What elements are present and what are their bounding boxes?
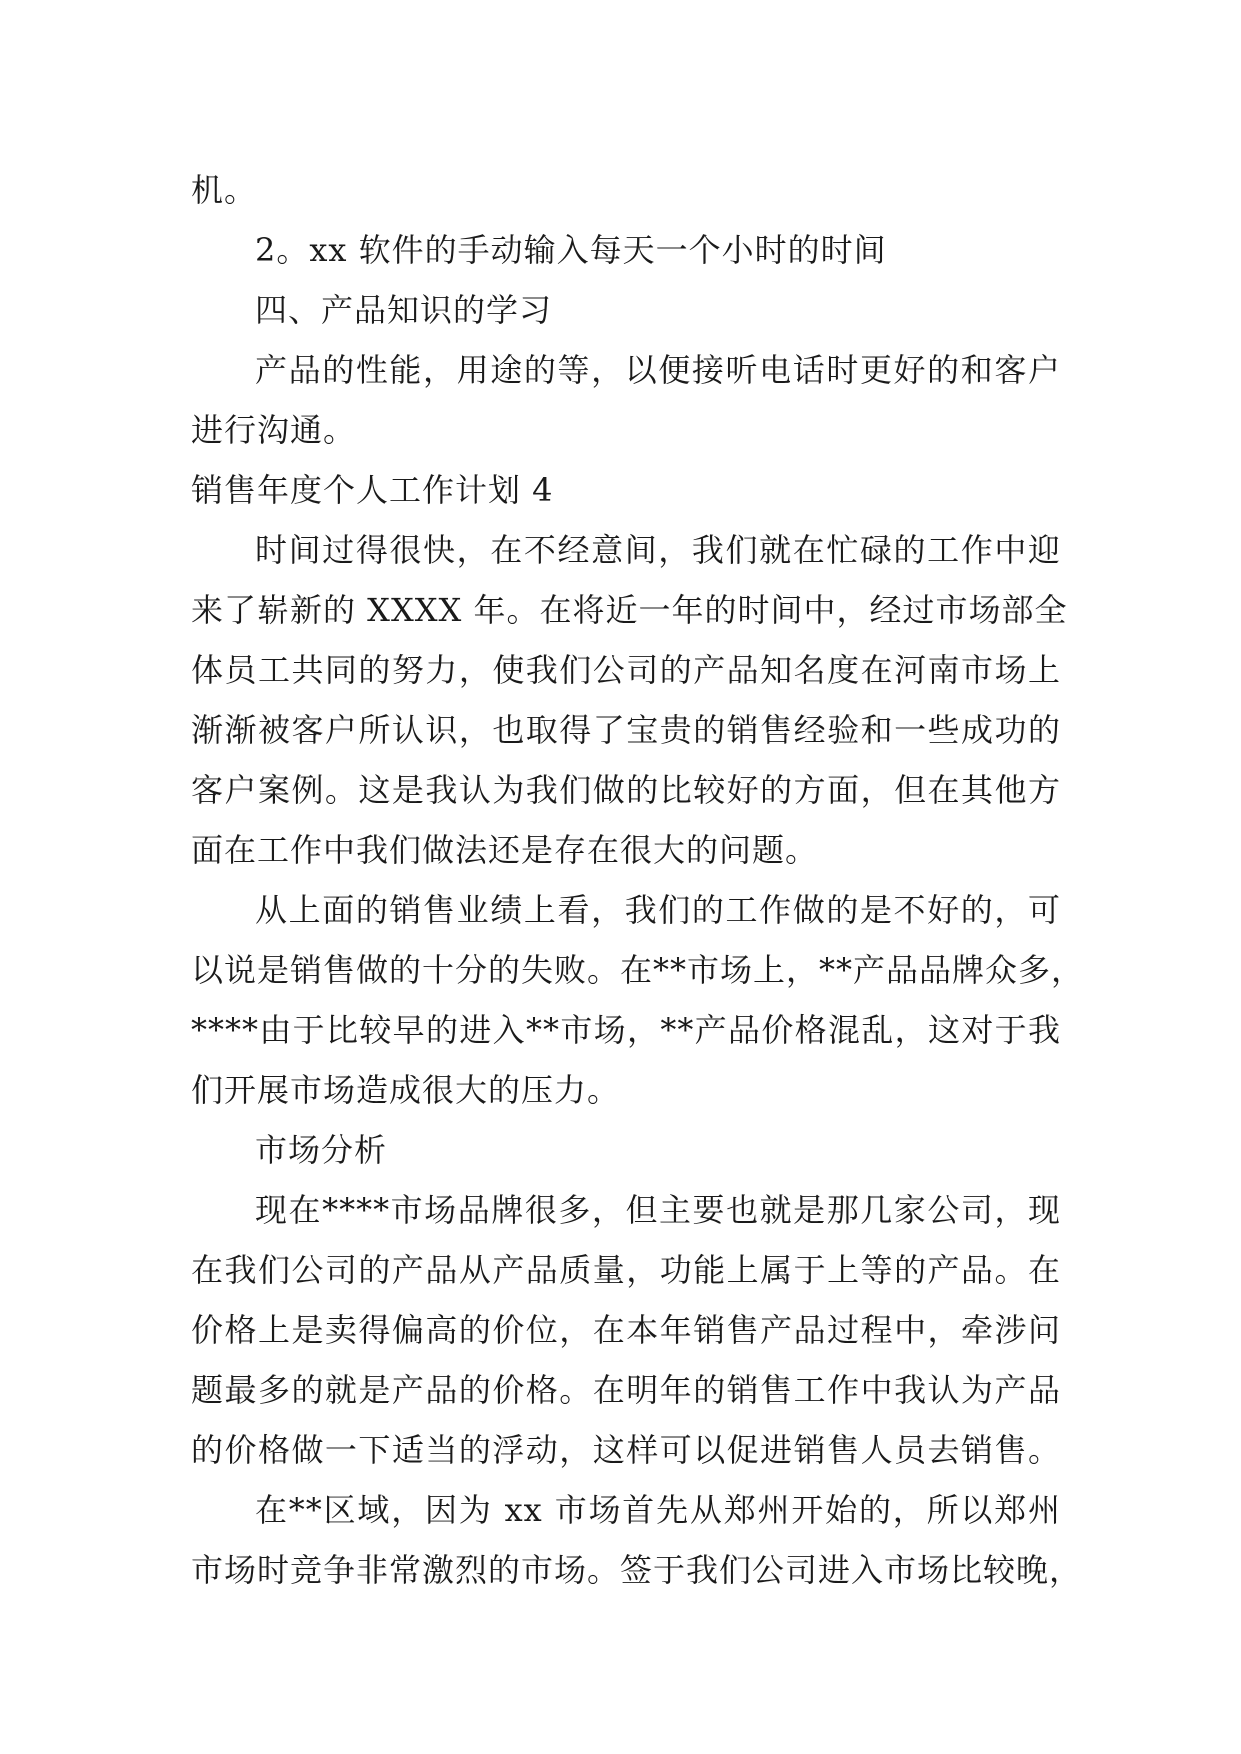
paragraph-line: 面在工作中我们做法还是存在很大的问题。 xyxy=(191,831,819,869)
paragraph-line: 们开展市场造成很大的压力。 xyxy=(191,1071,621,1109)
paragraph-line: 时间过得很快，在不经意间，我们就在忙碌的工作中迎 xyxy=(255,531,1061,569)
text-line: 机。 xyxy=(191,171,258,209)
paragraph-line: ****由于比较早的进入**市场，**产品价格混乱，这对于我 xyxy=(191,1011,1061,1049)
paragraph-line: 产品的性能，用途的等，以便接听电话时更好的和客户 xyxy=(255,351,1061,389)
paragraph-line: 从上面的销售业绩上看，我们的工作做的是不好的，可 xyxy=(255,891,1061,929)
paragraph-line: 体员工共同的努力，使我们公司的产品知名度在河南市场上 xyxy=(191,651,1061,689)
paragraph-line: 的价格做一下适当的浮动，这样可以促进销售人员去销售。 xyxy=(191,1431,1061,1469)
section-heading: 市场分析 xyxy=(255,1131,388,1169)
section-heading: 四、产品知识的学习 xyxy=(255,291,553,329)
paragraph-line: 现在****市场品牌很多，但主要也就是那几家公司，现 xyxy=(255,1191,1061,1229)
paragraph-line: 客户案例。这是我认为我们做的比较好的方面，但在其他方 xyxy=(191,771,1061,809)
list-item: 2。xx 软件的手动输入每天一个小时的时间 xyxy=(255,231,887,269)
paragraph-line: 进行沟通。 xyxy=(191,411,357,449)
paragraph-line: 在**区域，因为 xx 市场首先从郑州开始的，所以郑州 xyxy=(255,1491,1061,1529)
document-title: 销售年度个人工作计划 4 xyxy=(191,471,554,509)
document-body xyxy=(191,160,1085,1600)
paragraph-line: 题最多的就是产品的价格。在明年的销售工作中我认为产品 xyxy=(191,1371,1061,1409)
paragraph-line: 以说是销售做的十分的失败。在**市场上，**产品品牌众多， xyxy=(191,951,1085,989)
paragraph-line: 市场时竞争非常激烈的市场。签于我们公司进入市场比较晚， xyxy=(191,1551,1083,1589)
paragraph-line: 价格上是卖得偏高的价位，在本年销售产品过程中，牵涉问 xyxy=(191,1311,1061,1349)
paragraph-line: 来了崭新的 XXXX 年。在将近一年的时间中，经过市场部全 xyxy=(191,591,1068,629)
paragraph-line: 在我们公司的产品从产品质量，功能上属于上等的产品。在 xyxy=(191,1251,1061,1289)
paragraph-line: 渐渐被客户所认识，也取得了宝贵的销售经验和一些成功的 xyxy=(191,711,1061,749)
